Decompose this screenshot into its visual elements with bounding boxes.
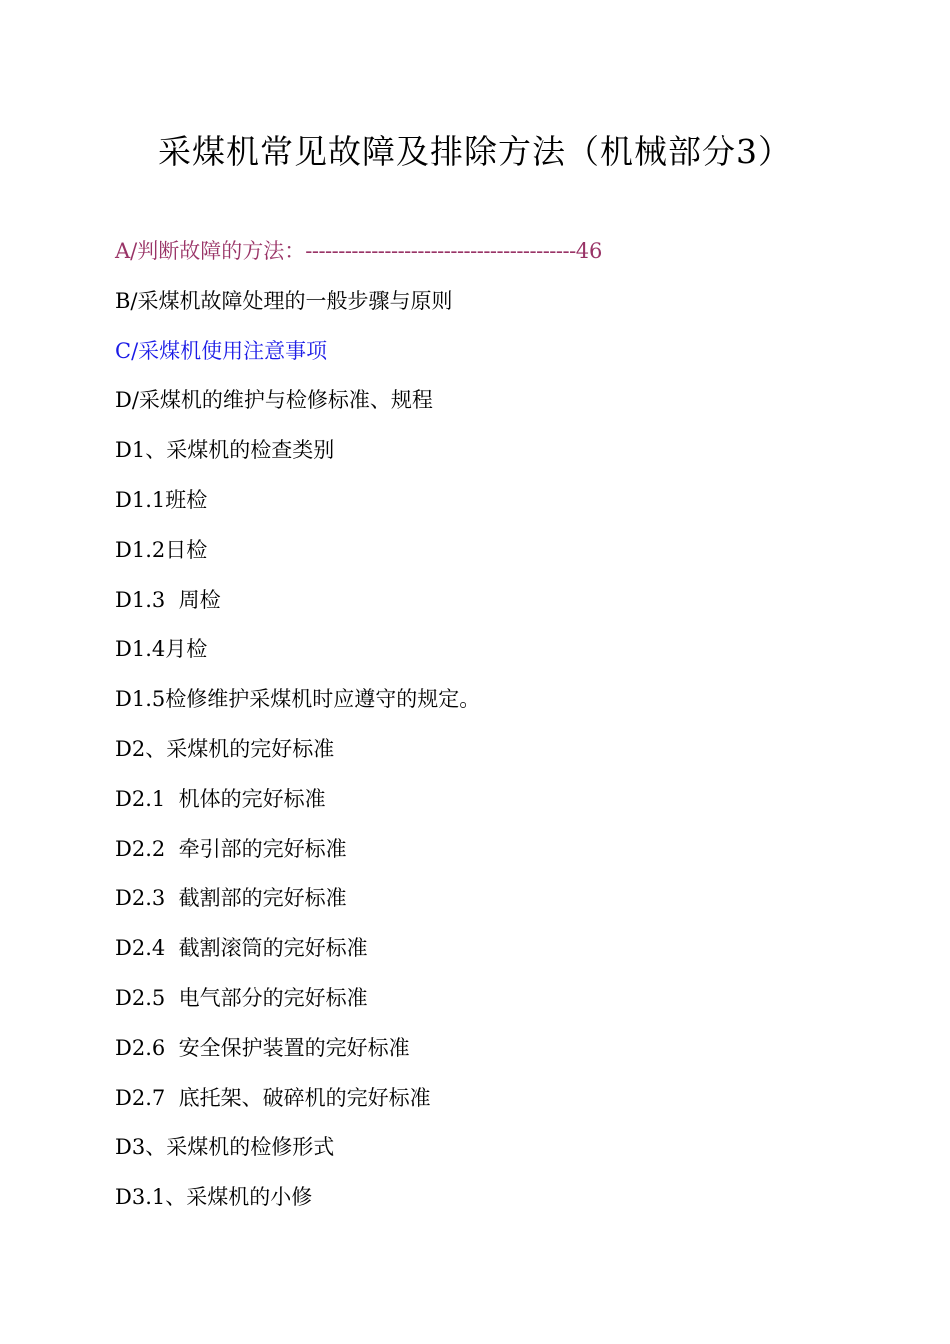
toc-entry-text: 采煤机使用注意事项 xyxy=(138,338,328,363)
toc-entry-text: 安全保护装置的完好标准 xyxy=(178,1035,410,1060)
toc-entry-number: D2.2 xyxy=(115,836,179,861)
toc-entry-number: D2.5 xyxy=(115,985,179,1010)
toc-entry-number: D1.4 xyxy=(115,637,166,662)
toc-entry-text: 截割滚筒的完好标准 xyxy=(178,936,368,961)
table-of-contents xyxy=(115,232,915,1228)
toc-entry-c xyxy=(115,332,915,382)
toc-entry-d3-1 xyxy=(115,1178,915,1228)
toc-entry-d2 xyxy=(115,730,915,780)
toc-entry-d1 xyxy=(115,431,915,481)
toc-entry-text: 检修维护采煤机时应遵守的规定。 xyxy=(165,687,481,712)
toc-entry-number: D1.5 xyxy=(115,687,166,712)
toc-entry-text: 日检 xyxy=(165,537,208,562)
toc-entry-d2-6 xyxy=(115,1029,915,1079)
toc-entry-d2-1 xyxy=(115,780,915,830)
toc-entry-d2-3 xyxy=(115,879,915,929)
toc-entry-d1-1 xyxy=(115,481,915,531)
toc-entry-number: D1.2 xyxy=(115,537,166,562)
toc-entry-d2-7 xyxy=(115,1079,915,1129)
toc-entry-text: 采煤机的完好标准 xyxy=(166,736,335,761)
toc-entry-number: D3.1、 xyxy=(115,1185,187,1210)
toc-entry-number: B/ xyxy=(115,288,138,313)
toc-entry-text: 班检 xyxy=(165,487,208,512)
toc-entry-text: 月检 xyxy=(165,637,208,662)
toc-entry-d3 xyxy=(115,1128,915,1178)
toc-entry-number: D2.4 xyxy=(115,936,179,961)
toc-entry-text: 截割部的完好标准 xyxy=(178,886,347,911)
toc-entry-number: D2.1 xyxy=(115,786,179,811)
toc-entry-number: D2.7 xyxy=(115,1085,179,1110)
toc-entry-number: D2.3 xyxy=(115,886,179,911)
toc-entry-text: 周检 xyxy=(178,587,221,612)
toc-entry-number: D1.1 xyxy=(115,487,166,512)
toc-entry-d2-2 xyxy=(115,830,915,880)
toc-entry-d1-3 xyxy=(115,581,915,631)
toc-entry-text: 采煤机的维护与检修标准、规程 xyxy=(138,388,433,413)
toc-entry-number: D1、 xyxy=(115,438,167,463)
toc-entry-text: 采煤机的检查类别 xyxy=(166,438,335,463)
toc-entry-d2-5 xyxy=(115,979,915,1029)
toc-entry-number: D/ xyxy=(115,388,139,413)
toc-entry-d1-4 xyxy=(115,630,915,680)
toc-entry-text: 采煤机故障处理的一般步骤与原则 xyxy=(137,288,453,313)
toc-entry-text: 电气部分的完好标准 xyxy=(178,985,368,1010)
document-title: 采煤机常见故障及排除方法（机械部分3） xyxy=(158,132,792,171)
toc-entry-a xyxy=(115,232,915,282)
toc-entry-text: 采煤机的小修 xyxy=(186,1185,313,1210)
toc-entry-text: 判断故障的方法： xyxy=(137,239,306,263)
toc-entry-text: 机体的完好标准 xyxy=(178,786,326,811)
toc-entry-d1-5 xyxy=(115,680,915,730)
toc-entry-number: D2、 xyxy=(115,736,167,761)
toc-entry-b xyxy=(115,282,915,332)
toc-entry-text: 采煤机的检修形式 xyxy=(166,1135,335,1160)
toc-entry-d xyxy=(115,381,915,431)
toc-entry-page-number: 46 xyxy=(575,239,603,263)
toc-entry-leader: ----------------------------------------- xyxy=(305,239,576,263)
toc-entry-number: D2.6 xyxy=(115,1035,179,1060)
toc-entry-d1-2 xyxy=(115,531,915,581)
toc-entry-number: D3、 xyxy=(115,1135,167,1160)
toc-entry-text: 底托架、破碎机的完好标准 xyxy=(178,1085,431,1110)
toc-entry-number: C/ xyxy=(115,338,139,363)
toc-entry-number: A/ xyxy=(115,239,138,263)
toc-entry-text: 牵引部的完好标准 xyxy=(178,836,347,861)
toc-entry-d2-4 xyxy=(115,929,915,979)
toc-entry-number: D1.3 xyxy=(115,587,179,612)
